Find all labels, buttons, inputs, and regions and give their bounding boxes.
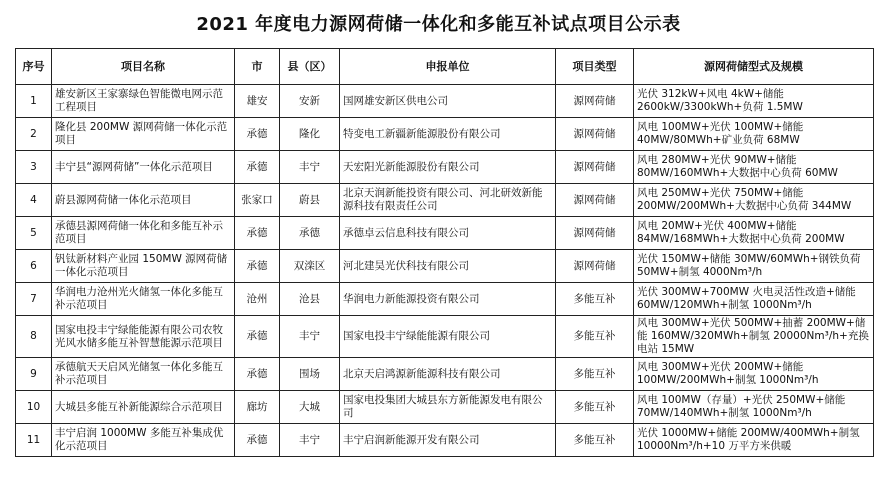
- cell-type: 多能互补: [556, 358, 634, 391]
- cell-type: 多能互补: [556, 391, 634, 424]
- cell-type: 源网荷储: [556, 151, 634, 184]
- cell-no: 9: [16, 358, 52, 391]
- cell-no: 8: [16, 316, 52, 358]
- cell-unit: 北京天润新能投资有限公司、河北研效新能源科技有限责任公司: [340, 184, 556, 217]
- cell-name: 承德县源网荷储一体化和多能互补示范项目: [52, 217, 235, 250]
- table-row: [16, 85, 874, 118]
- cell-scale: 风电 300MW+光伏 200MW+储能 100MW/200MWh+制氢 1000Nm³/h: [634, 358, 874, 391]
- cell-unit: 国网雄安新区供电公司: [340, 85, 556, 118]
- cell-county: 大城: [280, 391, 340, 424]
- cell-type: 源网荷储: [556, 118, 634, 151]
- cell-type: 多能互补: [556, 283, 634, 316]
- cell-name: 隆化县 200MW 源网荷储一体化示范项目: [52, 118, 235, 151]
- cell-city: 承德: [235, 217, 280, 250]
- cell-name: 丰宁县“源网荷储”一体化示范项目: [52, 151, 235, 184]
- cell-name: 钒钛新材料产业园 150MW 源网荷储一体化示范项目: [52, 250, 235, 283]
- table-row: [16, 217, 874, 250]
- cell-city: 承德: [235, 424, 280, 457]
- cell-city: 承德: [235, 358, 280, 391]
- cell-scale: 风电 100MW（存量）+光伏 250MW+储能 70MW/140MWh+制氢 1000Nm³/h: [634, 391, 874, 424]
- table-row: [16, 184, 874, 217]
- cell-city: 承德: [235, 316, 280, 358]
- cell-city: 承德: [235, 250, 280, 283]
- cell-city: 承德: [235, 118, 280, 151]
- cell-county: 丰宁: [280, 151, 340, 184]
- cell-county: 沧县: [280, 283, 340, 316]
- cell-county: 丰宁: [280, 424, 340, 457]
- header-name: 项目名称: [52, 49, 235, 85]
- header-city: 市: [235, 49, 280, 85]
- cell-type: 源网荷储: [556, 85, 634, 118]
- cell-city: 沧州: [235, 283, 280, 316]
- table-row: [16, 283, 874, 316]
- header-unit: 申报单位: [340, 49, 556, 85]
- cell-name: 承德航天天启风光储氢一体化多能互补示范项目: [52, 358, 235, 391]
- cell-type: 源网荷储: [556, 184, 634, 217]
- cell-unit: 丰宁启润新能源开发有限公司: [340, 424, 556, 457]
- cell-unit: 天宏阳光新能源股份有限公司: [340, 151, 556, 184]
- cell-unit: 华润电力新能源投资有限公司: [340, 283, 556, 316]
- cell-name: 丰宁启润 1000MW 多能互补集成优化示范项目: [52, 424, 235, 457]
- table-row: [16, 391, 874, 424]
- table-row: [16, 151, 874, 184]
- cell-type: 源网荷储: [556, 250, 634, 283]
- cell-city: 雄安: [235, 85, 280, 118]
- cell-unit: 河北建昊光伏科技有限公司: [340, 250, 556, 283]
- cell-county: 围场: [280, 358, 340, 391]
- header-row: [16, 49, 874, 85]
- cell-scale: 风电 100MW+光伏 100MW+储能 40MW/80MWh+矿业负荷 68MW: [634, 118, 874, 151]
- cell-scale: 风电 280MW+光伏 90MW+储能 80MW/160MWh+大数据中心负荷 60MW: [634, 151, 874, 184]
- cell-no: 6: [16, 250, 52, 283]
- table-row: [16, 358, 874, 391]
- cell-no: 1: [16, 85, 52, 118]
- header-type: 项目类型: [556, 49, 634, 85]
- cell-scale: 风电 250MW+光伏 750MW+储能 200MW/200MWh+大数据中心负荷 344MW: [634, 184, 874, 217]
- cell-unit: 北京天启鸿源新能源科技有限公司: [340, 358, 556, 391]
- header-no: 序号: [16, 49, 52, 85]
- cell-name: 华润电力沧州光火储氢一体化多能互补示范项目: [52, 283, 235, 316]
- cell-no: 7: [16, 283, 52, 316]
- header-scale: 源网荷储型式及规模: [634, 49, 874, 85]
- cell-scale: 风电 300MW+光伏 500MW+抽蓄 200MW+储能 160MW/320MWh+制氢 20000Nm³/h+充换电站 15MW: [634, 316, 874, 358]
- cell-name: 国家电投丰宁绿能能源有限公司农牧光风水储多能互补智慧能源示范项目: [52, 316, 235, 358]
- cell-name: 大城县多能互补新能源综合示范项目: [52, 391, 235, 424]
- header-county: 县（区）: [280, 49, 340, 85]
- cell-county: 双滦区: [280, 250, 340, 283]
- table-row: [16, 250, 874, 283]
- cell-county: 蔚县: [280, 184, 340, 217]
- cell-scale: 光伏 300MW+700MW 火电灵活性改造+储能 60MW/120MWh+制氢 1000Nm³/h: [634, 283, 874, 316]
- cell-name: 雄安新区王家寨绿色智能微电网示范工程项目: [52, 85, 235, 118]
- cell-unit: 特变电工新疆新能源股份有限公司: [340, 118, 556, 151]
- cell-type: 源网荷储: [556, 217, 634, 250]
- cell-no: 11: [16, 424, 52, 457]
- cell-name: 蔚县源网荷储一体化示范项目: [52, 184, 235, 217]
- cell-city: 廊坊: [235, 391, 280, 424]
- cell-scale: 光伏 1000MW+储能 200MW/400MWh+制氢 10000Nm³/h+10 万平方米供暖: [634, 424, 874, 457]
- cell-scale: 风电 20MW+光伏 400MW+储能 84MW/168MWh+大数据中心负荷 200MW: [634, 217, 874, 250]
- cell-city: 张家口: [235, 184, 280, 217]
- cell-scale: 光伏 312kW+风电 4kW+储能 2600kW/3300kWh+负荷 1.5MW: [634, 85, 874, 118]
- cell-county: 承德: [280, 217, 340, 250]
- table-row: [16, 316, 874, 358]
- cell-unit: 国家电投集团大城县东方新能源发电有限公司: [340, 391, 556, 424]
- cell-county: 隆化: [280, 118, 340, 151]
- page-title: 2021 年度电力源网荷储一体化和多能互补试点项目公示表: [196, 14, 681, 35]
- cell-type: 多能互补: [556, 316, 634, 358]
- table-row: [16, 424, 874, 457]
- cell-scale: 光伏 150MW+储能 30MW/60MWh+钢铁负荷 50MW+制氢 4000Nm³/h: [634, 250, 874, 283]
- cell-no: 4: [16, 184, 52, 217]
- project-table: [15, 48, 874, 457]
- cell-unit: 国家电投丰宁绿能能源有限公司: [340, 316, 556, 358]
- cell-county: 丰宁: [280, 316, 340, 358]
- cell-type: 多能互补: [556, 424, 634, 457]
- cell-county: 安新: [280, 85, 340, 118]
- cell-no: 10: [16, 391, 52, 424]
- cell-no: 2: [16, 118, 52, 151]
- table-row: [16, 118, 874, 151]
- cell-unit: 承德卓云信息科技有限公司: [340, 217, 556, 250]
- cell-city: 承德: [235, 151, 280, 184]
- cell-no: 3: [16, 151, 52, 184]
- cell-no: 5: [16, 217, 52, 250]
